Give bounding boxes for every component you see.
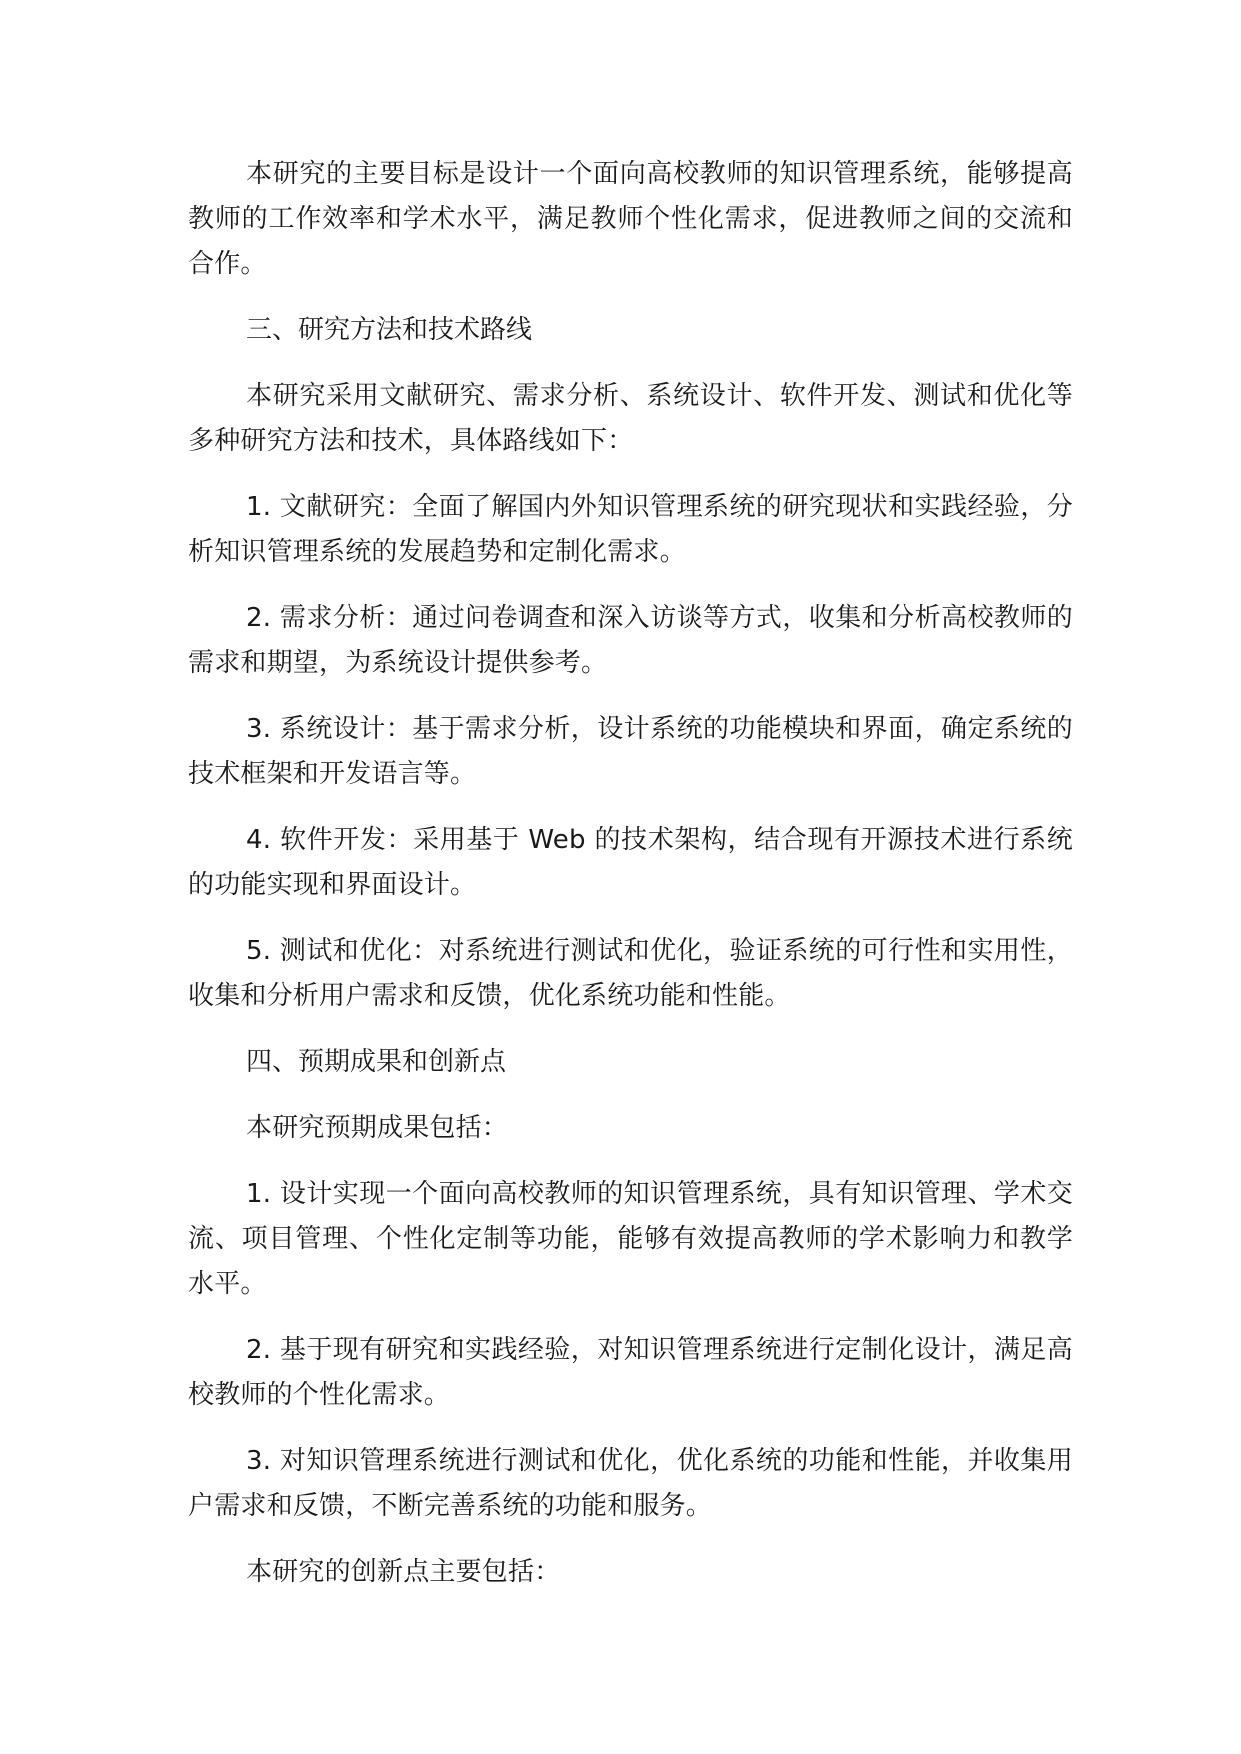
list-item-system-design: 3. 系统设计：基于需求分析，设计系统的功能模块和界面，确定系统的技术框架和开发语言等。 <box>188 714 1073 789</box>
list-item-requirements-analysis: 2. 需求分析：通过问卷调查和深入访谈等方式，收集和分析高校教师的需求和期望，为系统设计提供参考。 <box>188 603 1073 678</box>
paragraph-research-goal: 本研究的主要目标是设计一个面向高校教师的知识管理系统，能够提高教师的工作效率和学术水平，满足教师个性化需求，促进教师之间的交流和合作。 <box>188 159 1073 279</box>
list-item-testing-optimization: 5. 测试和优化：对系统进行测试和优化，验证系统的可行性和实用性，收集和分析用户需求和反馈，优化系统功能和性能。 <box>188 936 1073 1011</box>
list-item-software-development: 4. 软件开发：采用基于 Web 的技术架构，结合现有开源技术进行系统的功能实现和界面设计。 <box>188 825 1073 900</box>
document-body <box>188 152 1073 1616</box>
list-item-outcome-2: 2. 基于现有研究和实践经验，对知识管理系统进行定制化设计，满足高校教师的个性化需求。 <box>188 1335 1073 1410</box>
section-heading-methods: 三、研究方法和技术路线 <box>246 315 533 345</box>
list-item-outcome-1: 1. 设计实现一个面向高校教师的知识管理系统，具有知识管理、学术交流、项目管理、个性化定制等功能，能够有效提高教师的学术影响力和教学水平。 <box>188 1179 1073 1299</box>
paragraph-innovation-intro: 本研究的创新点主要包括： <box>246 1557 561 1587</box>
list-item-literature-research: 1. 文献研究：全面了解国内外知识管理系统的研究现状和实践经验，分析知识管理系统的发展趋势和定制化需求。 <box>188 492 1073 567</box>
paragraph-outcomes-intro: 本研究预期成果包括： <box>246 1113 509 1143</box>
paragraph-methods-intro: 本研究采用文献研究、需求分析、系统设计、软件开发、测试和优化等多种研究方法和技术，具体路线如下： <box>188 381 1073 456</box>
section-heading-outcomes: 四、预期成果和创新点 <box>246 1047 507 1077</box>
list-item-outcome-3: 3. 对知识管理系统进行测试和优化，优化系统的功能和性能，并收集用户需求和反馈，不断完善系统的功能和服务。 <box>188 1446 1073 1521</box>
